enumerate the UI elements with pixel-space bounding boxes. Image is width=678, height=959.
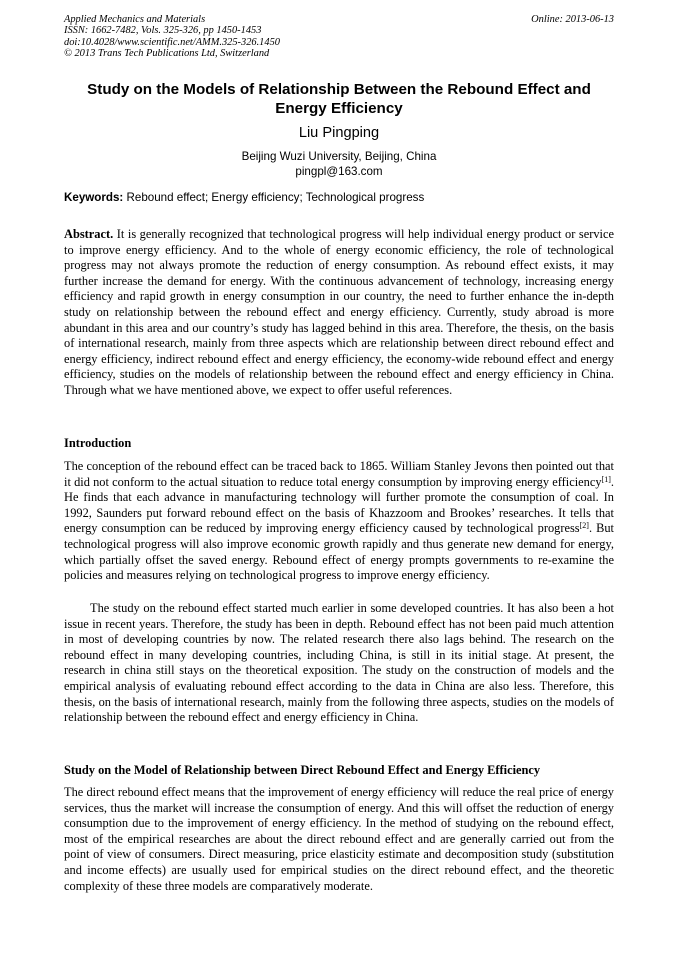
journal-header <box>64 14 614 60</box>
doi-line: doi:10.4028/www.scientific.net/AMM.325-326.1450 <box>64 36 280 48</box>
online-date: Online: 2013-06-13 <box>531 14 614 25</box>
citation-ref-2: [2] <box>579 521 589 531</box>
keywords-line <box>64 191 614 205</box>
keywords-label: Keywords: <box>64 191 124 204</box>
affiliation: Beijing Wuzi University, Beijing, China <box>241 150 437 163</box>
intro-p1-part-b: . He finds that each advance in manufacturing technology will further promote the consumption of coal. In 1992, Saunders put forward rebound effect on the basis of Khazzoom and Brookes’ researches. It tells that energy consumption can be reduced by improving energy efficiency caused by technological progress <box>64 474 614 536</box>
copyright-line: © 2013 Trans Tech Publications Ltd, Switzerland <box>64 48 270 60</box>
introduction-paragraph-1 <box>64 459 614 584</box>
section-2-heading: Study on the Model of Relationship between Direct Rebound Effect and Energy Efficiency <box>64 763 541 777</box>
abstract-paragraph <box>64 227 614 399</box>
author-affiliation-block <box>64 150 614 179</box>
journal-name: Applied Mechanics and Materials <box>64 14 206 25</box>
author-name: Liu Pingping <box>298 125 380 141</box>
keywords-text: Rebound effect; Energy efficiency; Technological progress <box>126 191 425 204</box>
intro-p1-part-c: . But technological progress will also improve economic growth rapidly and thus generate new demand for energy, which partially offset the saved energy. Rebound effect of energy prompts governments to re-examine the policies and measures relying on technological progress to improve energy efficiency. <box>64 521 614 583</box>
citation-ref-1: [1] <box>601 474 611 484</box>
issn-line: ISSN: 1662-7482, Vols. 325-326, pp 1450-1453 <box>64 25 262 37</box>
abstract-label: Abstract. <box>64 227 114 241</box>
author-email: pingpl@163.com <box>295 164 383 178</box>
intro-p1-part-a: The conception of the rebound effect can be traced back to 1865. William Stanley Jevons then pointed out that it did not conform to the actual situation to reduce total energy consumption by improving energy efficiency <box>64 459 614 489</box>
abstract-text: It is generally recognized that technological progress will help individual energy product or service to improve energy efficiency. And to the whole of energy economic efficiency, the role of technological progress may not always promote the reduction of energy consumption. As rebound effect exists, it may further increase the demand for energy. With the continuous advancement of technology, increasing energy efficiency and rapid growth in energy consumption in our country, the need to further enhance the in-depth study on relationship between the rebound effect and energy efficiency. Currently, study abroad is more abundant in this area and our country’s study has lagged behind in this area. Therefore, the thesis, on the basis of international research, mainly from three aspects which are relationship between direct rebound effect and energy efficiency, indirect rebound effect and energy efficiency, the economy-wide rebound effect and energy efficiency, studies on the models of relationship between the rebound effect and energy efficiency in China. Through what we have mentioned above, we expect to offer useful references. <box>64 227 614 397</box>
introduction-heading: Introduction <box>64 436 132 450</box>
introduction-paragraph-2: The study on the rebound effect started much earlier in some developed countries. It has also been a hot issue in recent years. Therefore, the study has been in depth. Rebound effect has not been paid much attention in most of developing countries by now. The related research there also lags behind. The research on the rebound effect in many developing countries, including China, is still in its initial stage. At present, the research in china still stays on the theoretical exposition. The study on the construction of models and the empirical analysis of evaluating rebound effect according to the data in China are also less. Therefore, this thesis, on the basis of international research, mainly from the following three aspects, studies on the models of relationship between the rebound effect and energy efficiency in China. <box>64 601 614 725</box>
paper-title: Study on the Models of Relationship Between the Rebound Effect and Energy Efficiency <box>87 81 591 117</box>
section-2-paragraph-1: The direct rebound effect means that the improvement of energy efficiency will reduce the real price of energy services, thus the market will increase the consumption of energy. And this will offset the reduction of energy consumption due to the improvement of energy efficiency. In the method of studying on the rebound effect, most of the empirical researches are about the direct rebound effect and are generally carried out from the point of view of consumers. Direct measuring, price elasticity estimate and decomposition study (substitution and income effects) are usually used for empirical studies on the direct rebound effect, and the theoretic complexity of these three models are comparatively moderate. <box>64 785 614 893</box>
